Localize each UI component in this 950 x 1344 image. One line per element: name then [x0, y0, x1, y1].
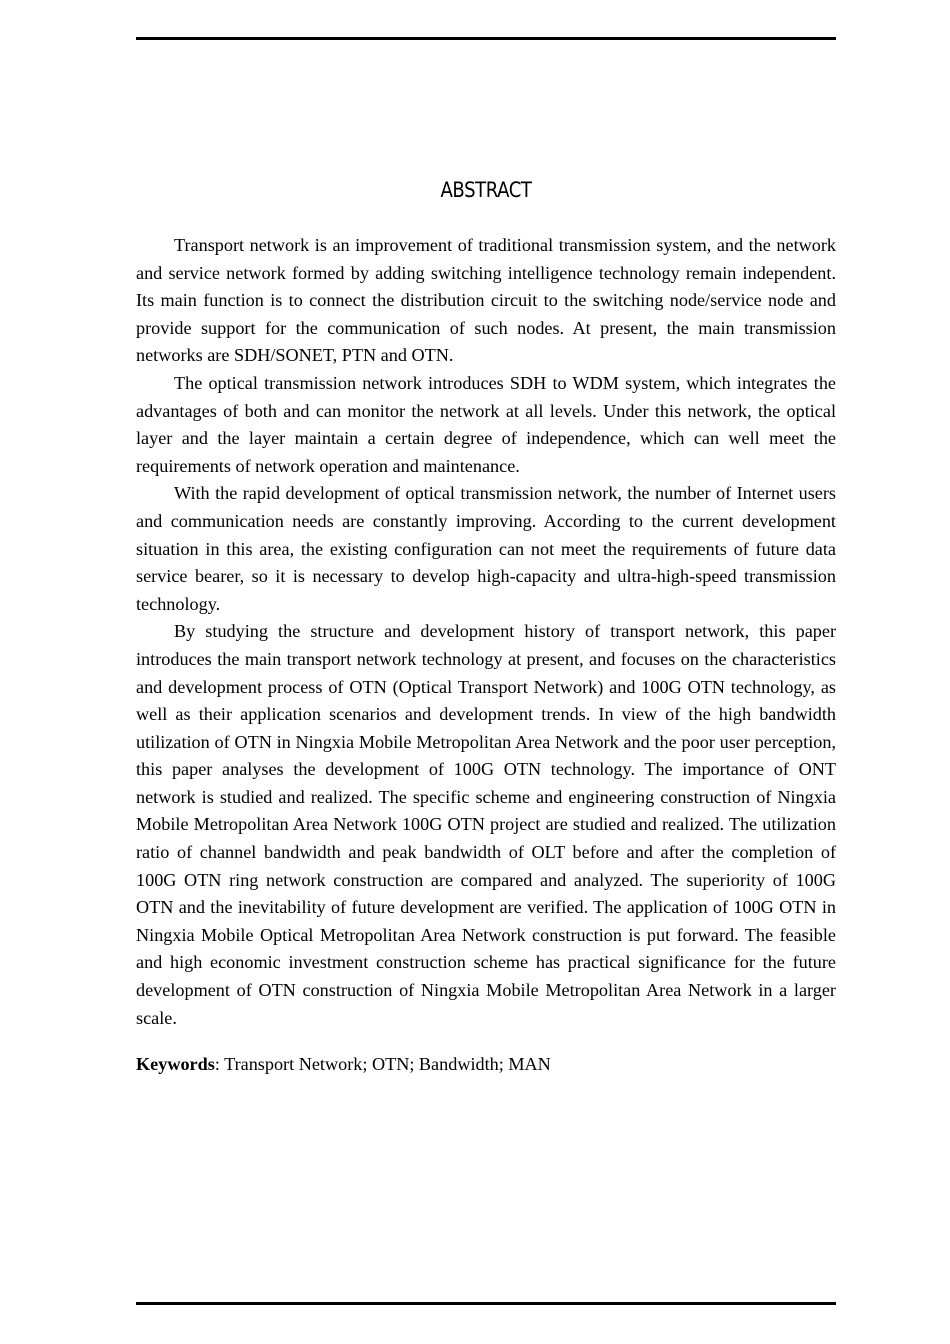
abstract-section [136, 170, 836, 1079]
abstract-paragraph-4: By studying the structure and development history of transport network, this paper introduces the main transport network technology at present, and focuses on the characteristics and development process of OTN (Optical Transport Network) and 100G OTN technology, as well as their application scenarios and development trends. In view of the high bandwidth utilization of OTN in Ningxia Mobile Metropolitan Area Network and the poor user perception, this paper analyses the development of 100G OTN technology. The importance of ONT network is studied and realized. The specific scheme and engineering construction of Ningxia Mobile Metropolitan Area Network 100G OTN project are studied and realized. The utilization ratio of channel bandwidth and peak bandwidth of OLT before and after the completion of 100G OTN ring network construction are compared and analyzed. The superiority of 100G OTN and the inevitability of future development are verified. The application of 100G OTN in Ningxia Mobile Optical Metropolitan Area Network construction is put forward. The feasible and high economic investment construction scheme has practical significance for the future development of OTN construction of Ningxia Mobile Metropolitan Area Network in a larger scale. [136, 621, 836, 1028]
keywords-value: Transport Network; OTN; Bandwidth; MAN [224, 1054, 551, 1075]
abstract-title: ABSTRACT [440, 178, 532, 202]
keywords-separator: : [214, 1054, 225, 1075]
footer-rule [136, 1302, 836, 1305]
keywords-label: Keywords [136, 1054, 215, 1075]
abstract-paragraph-3: With the rapid development of optical transmission network, the number of Internet users and communication needs are constantly improving. According to the current development situation in this area, the existing configuration can not meet the requirements of future data service bearer, so it is necessary to develop high-capacity and ultra-high-speed transmission technology. [136, 483, 836, 614]
header-rule [136, 37, 836, 40]
keywords-line [136, 1051, 836, 1079]
abstract-paragraph-1: Transport network is an improvement of traditional transmission system, and the network and service network formed by adding switching intelligence technology remain independent. Its main function is to connect the distribution circuit to the switching node/service node and provide support for the communication of such nodes. At present, the main transmission networks are SDH/SONET, PTN and OTN. [136, 235, 836, 366]
abstract-paragraph-2: The optical transmission network introduces SDH to WDM system, which integrates the advantages of both and can monitor the network at all levels. Under this network, the optical layer and the layer maintain a certain degree of independence, which can well meet the requirements of network operation and maintenance. [136, 372, 836, 476]
